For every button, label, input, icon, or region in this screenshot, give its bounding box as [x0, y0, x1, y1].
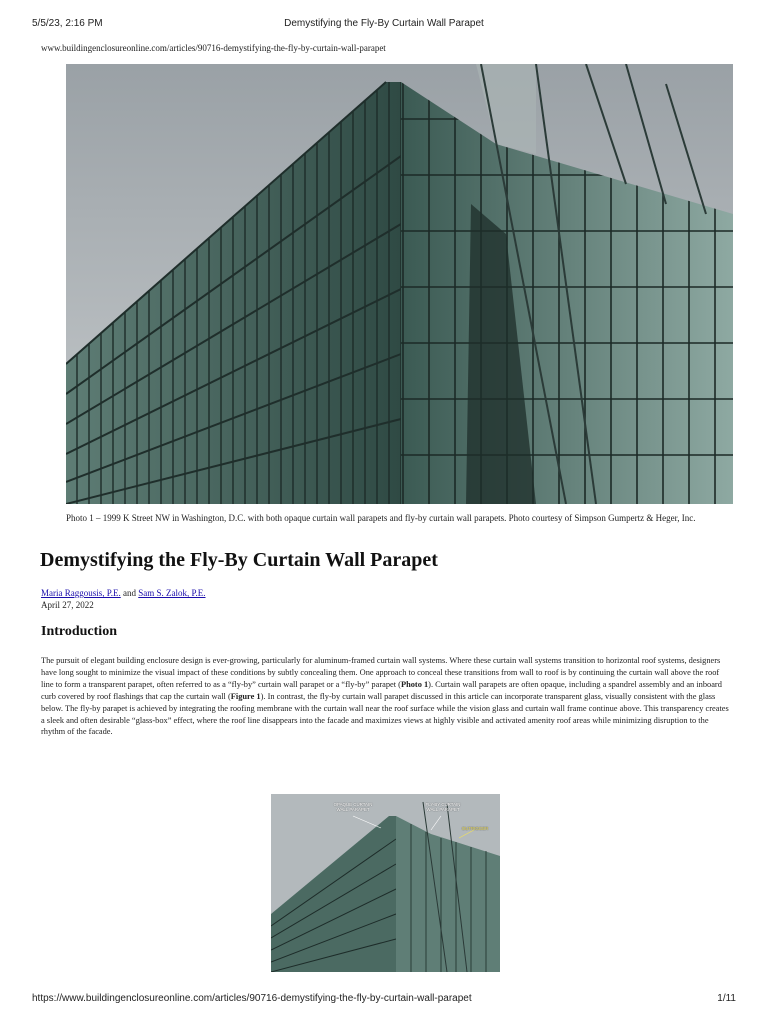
author-link-1[interactable]: Maria Raggousis, P.E. — [41, 588, 121, 598]
intro-paragraph — [41, 655, 729, 738]
figure-1-photo — [271, 794, 500, 972]
label-flyby-parapet: FLY-BY CURTAIN WALL PARAPET — [425, 802, 461, 812]
publish-date: April 27, 2022 — [41, 600, 94, 610]
print-doc-title: Demystifying the Fly-By Curtain Wall Parapet — [284, 18, 484, 29]
author-line — [41, 588, 206, 598]
intro-text-1: The pursuit of elegant building enclosure design is ever-growing, particularly for aluminum-framed curtain wall systems. Where these curtain wall systems transition to horizontal roof systems, designers have long sought to minimize the visual impact of these conditions by subtly concealing them. One approach to conceal these transitions from wall to roof is by continuing the curtain wall above the roof line to form a transparent parapet, often referred to as a “fly-by” curtain wall parapet or a “fly-by” parapet ( — [41, 656, 721, 689]
label-outrigger: OUTRIGGER — [461, 826, 489, 831]
print-header — [0, 18, 768, 32]
source-url[interactable]: www.buildingenclosureonline.com/articles/90716-demystifying-the-fly-by-curtain-wall-parapet — [41, 43, 386, 53]
building-photo — [66, 64, 733, 504]
page-number: 1/11 — [717, 993, 736, 1004]
footer-url[interactable]: https://www.buildingenclosureonline.com/articles/90716-demystifying-the-fly-by-curtain-wall-parapet — [32, 993, 472, 1004]
article-title: Demystifying the Fly-By Curtain Wall Parapet — [40, 549, 438, 571]
section-heading: Introduction — [41, 624, 117, 639]
photo-caption: Photo 1 – 1999 K Street NW in Washington, D.C. with both opaque curtain wall parapets and fly-by curtain wall parapets. Photo courtesy of Simpson Gumpertz & Heger, Inc. — [66, 513, 696, 523]
figure-reference: Figure 1 — [230, 691, 261, 701]
author-link-2[interactable]: Sam S. Zalok, P.E. — [138, 588, 206, 598]
intro-text-3: ). In contrast, the fly-by curtain wall parapet discussed in this article can incorporate transparent glass, visually consistent with the glass below. The fly-by parapet is achieved by integrating the roofing membrane with the curtain wall near the roof surface while the vision glass and curtain wall frame continue above. This transparency creates a sleek and often desirable “glass-box” effect, where the roof line disappears into the facade and maximizes views at highly visible and activated amenity roof areas while minimizing disruption to the rhythm of the facade. — [41, 691, 729, 737]
print-datetime: 5/5/23, 2:16 PM — [32, 18, 103, 29]
author-join: and — [123, 588, 136, 598]
photo-reference: Photo 1 — [400, 679, 429, 689]
intro-text-2: ). Curtain wall parapets are often opaque, including a spandrel assembly and an inboard curb covered by roof flashings that cap the curtain wall ( — [41, 679, 722, 701]
label-opaque-parapet: OPAQUE CURTAIN WALL PARAPET — [333, 802, 373, 812]
